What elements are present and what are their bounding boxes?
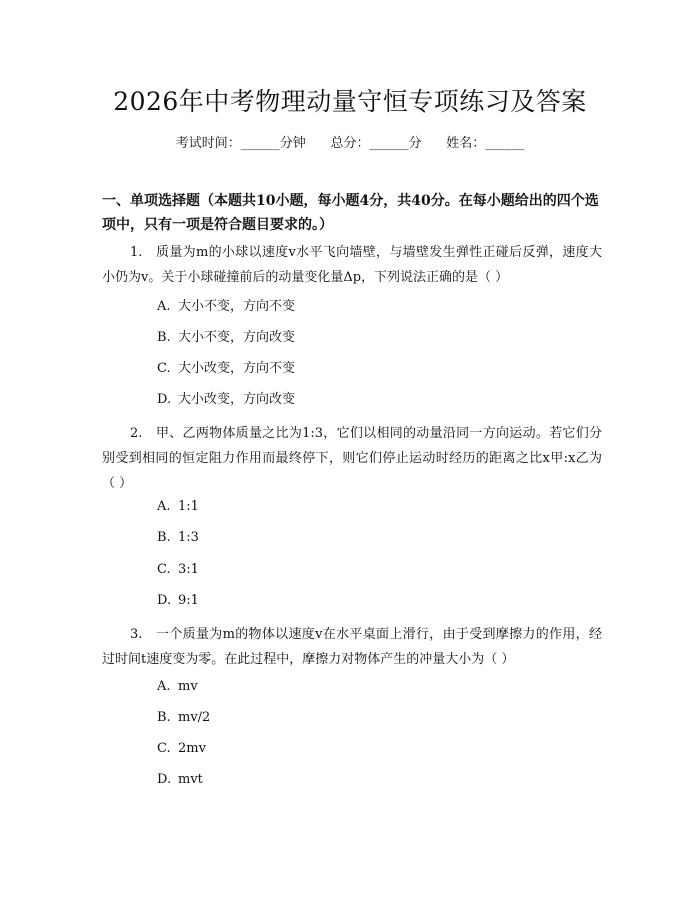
question-3-option-d xyxy=(157,771,203,789)
option-letter: C. xyxy=(157,562,171,577)
option-text: 3:1 xyxy=(178,562,199,577)
section-heading: 一、单项选择题（本题共10小题，每小题4分，共40分。在每小题给出的四个选项中，只有一项是符合题目要求的。） xyxy=(102,193,599,233)
option-text: 大小改变，方向不变 xyxy=(178,361,296,376)
option-text: 大小不变，方向不变 xyxy=(178,299,296,314)
question-2-option-c xyxy=(157,561,199,579)
question-1-option-d xyxy=(157,391,295,409)
option-text: 1:1 xyxy=(178,499,199,514)
option-text: mvt xyxy=(178,772,203,787)
option-letter: D. xyxy=(157,392,172,407)
option-letter: C. xyxy=(157,361,171,376)
option-letter: B. xyxy=(157,330,171,345)
question-1-option-b xyxy=(157,329,295,347)
option-letter: D. xyxy=(157,772,172,787)
option-letter: C. xyxy=(157,741,171,756)
option-letter: B. xyxy=(157,710,171,725)
question-3-option-b xyxy=(157,709,210,727)
question-2-option-b xyxy=(157,529,199,547)
question-1-option-c xyxy=(157,360,295,378)
option-text: mv xyxy=(178,679,198,694)
option-text: 1:3 xyxy=(178,530,199,545)
question-1-stem: 1. 质量为m的小球以速度v水平飞向墙壁，与墙壁发生弹性正碰后反弹，速度大小仍为v。关于小球碰撞前后的动量变化量Δp，下列说法正确的是（ ） xyxy=(102,245,602,285)
option-text: 9:1 xyxy=(178,593,199,608)
question-3-option-c xyxy=(157,740,206,758)
option-letter: A. xyxy=(157,499,171,514)
option-letter: A. xyxy=(157,299,171,314)
option-text: 大小不变，方向改变 xyxy=(178,330,296,345)
option-letter: A. xyxy=(157,679,171,694)
question-3-stem: 3. 一个质量为m的物体以速度v在水平桌面上滑行，由于受到摩擦力的作用，经过时间t速度变为零。在此过程中，摩擦力对物体产生的冲量大小为（ ） xyxy=(102,627,602,667)
question-2-option-a xyxy=(157,498,199,516)
question-3-option-a xyxy=(157,678,198,696)
option-letter: D. xyxy=(157,593,172,608)
document-title: 2026年中考物理动量守恒专项练习及答案 xyxy=(113,87,587,116)
option-text: 2mv xyxy=(178,741,206,756)
question-2-option-d xyxy=(157,592,199,610)
option-text: mv/2 xyxy=(178,710,211,725)
question-2-stem: 2. 甲、乙两物体质量之比为1:3，它们以相同的动量沿同一方向运动。若它们分别受到相同的恒定阻力作用而最终停下，则它们停止运动时经历的距离之比x甲:x乙为（ ） xyxy=(102,426,602,491)
exam-info-line: 考试时间：______分钟 总分：______分 姓名：______ xyxy=(175,136,525,151)
option-text: 大小改变，方向改变 xyxy=(178,392,296,407)
option-letter: B. xyxy=(157,530,171,545)
question-1-option-a xyxy=(157,298,295,316)
